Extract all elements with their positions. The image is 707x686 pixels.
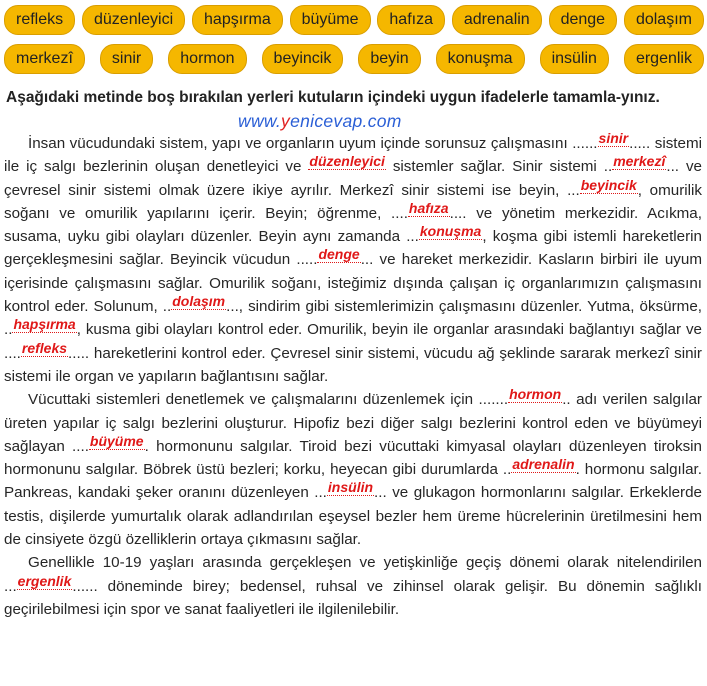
watermark-suffix: enicevap.com [290,111,402,131]
word-bank-row-1 [4,5,704,35]
filled-answer: hormon [509,386,562,403]
filled-answer: düzenleyici [309,153,385,170]
passage-segment: , omurilik soğanı ve omurilik yapılarını içerir. Beyin; öğrenme, .... [4,181,702,222]
passage-segment: Genellikle 10-19 yaşları arasında gerçekleşen ve yetişkinliğe geçiş dönemi olarak nitelendirilen ... [4,554,702,595]
word-chip: insülin [540,44,609,74]
passage-segment: ..... sistemi ile iç salgı bezlerinin oluşan denetleyici ve [4,135,702,176]
watermark-prefix: www. [238,111,282,131]
passage-segment: Vücuttaki sistemleri denetlemek ve çalışmalarını düzenlemek için ....... [28,391,509,409]
filled-answer: hapşırma [13,316,76,333]
filled-answer: konuşma [419,223,482,240]
word-chip: ergenlik [624,44,704,74]
filled-answer: adrenalin [512,456,575,473]
passage-segment: ..... hareketlerini kontrol eder. Çevresel sinir sistemi, vücudu ağ şeklinde sararak merkezî sinir sistemi ile organ ve yapıların bağlantısını sağlar. [4,344,702,385]
filled-answer: merkezî [613,153,666,170]
passage-segment: İnsan vücudundaki sistem, yapı ve organların uyum içinde sorunsuz çalışmasını ...... [28,135,598,152]
site-watermark [238,111,402,132]
word-chip: hormon [168,44,246,74]
word-chip: beyin [358,44,420,74]
passage-segment: ... ve hareket merkezidir. Kasların birbiri ile uyum içerisinde çalışmasını sağlar. Omurilik soğanı, isteğimiz dışında çalışan iç organlarımızın çalışmasını kontrol eder. Solunum, .. [4,251,702,316]
passage-segment: .. adı verilen salgılar üreten yapılar iç salgı bezlerini oluşturur. Hipofiz bezi diğer salgı bezlerini kontrol eden ve büyümeyi sağlayan .... [4,391,702,455]
filled-answer: denge [318,246,360,263]
word-bank-row-2 [4,44,704,74]
word-chip: dolaşım [624,5,704,35]
word-chip: merkezî [4,44,85,74]
word-chip: beyincik [262,44,344,74]
word-bank [4,5,704,83]
filled-answer: hafıza [408,199,449,216]
passage-segment: sistemler sağlar. Sinir sistemi .. [385,158,613,176]
passage-segment: .... ve yönetim merkezidir. Acıkma, susama, uyku gibi olayları düzenler. Beyin aynı zamanda ... [4,204,702,246]
filled-answer: dolaşım [172,293,226,310]
word-chip: büyüme [290,5,371,35]
paragraph [4,551,702,621]
passage-segment: . hormonu salgılar. Pankreas, kandaki şeker oranını düzenleyen ... [4,461,702,502]
passage-segment: . hormonunu salgılar. Tiroid bezi vücuttaki kimyasal olayları düzenleyen tiroksin hormonunu salgılar. Böbrek üstü bezleri; korku, heyecan gibi durumlarda .. [4,437,702,479]
instruction-heading: Aşağıdaki metinde boş bırakılan yerleri kutuların içindeki uygun ifadelerle tamamla-yınız. [6,89,660,106]
passage-segment: , koşma gibi istemli hareketlerin gerçekleşmesini sağlar. Beyincik vücudun ..... [4,228,702,269]
word-chip: hapşırma [192,5,283,35]
filled-answer: insülin [327,479,374,496]
word-chip: sinir [100,44,153,74]
filled-answer: büyüme [89,432,144,449]
word-chip: denge [549,5,618,35]
filled-answer: sinir [598,130,629,146]
word-chip: konuşma [436,44,525,74]
watermark-highlight: y [281,111,291,131]
filled-answer: beyincik [580,176,637,193]
passage-segment: ... ve glukagon hormonlarını salgılar. Erkeklerde testis, dişilerde yumurtalık olarak adlandırılan eşeysel bezler hem üreme hücrelerinin üretilmesini hem de cinsiyete özgü özelliklerin ortaya çıkmasını sağlar. [4,484,702,549]
filled-answer: ergenlik [17,572,72,589]
passage-segment: ..., sindirim gibi sistemlerimizin çalışmasını düzenler. Yutma, öksürme, .. [4,298,702,339]
paragraph [4,132,702,388]
passage-text [4,132,702,621]
word-chip: adrenalin [452,5,542,35]
filled-answer: refleks [21,339,68,356]
passage-segment: , kusma gibi olayları kontrol eder. Omurilik, beyin ile organlar arasındaki bağlantıyı sağlar ve .... [4,321,702,362]
word-chip: hafıza [377,5,445,35]
word-chip: düzenleyici [82,5,185,35]
passage-segment: ... ve çevresel sinir sistemi olmak üzere ikiye ayrılır. Merkezî sinir sistemi ise beyin, ... [4,158,702,199]
paragraph [4,388,702,551]
word-chip: refleks [4,5,75,35]
passage-segment: ...... döneminde birey; bedensel, ruhsal ve zihinsel olarak gelişir. Bu dönemin sağlıklı geçirilebilmesi için spor ve sanat faaliyetleri ile ilgilenilebilir. [4,577,702,618]
